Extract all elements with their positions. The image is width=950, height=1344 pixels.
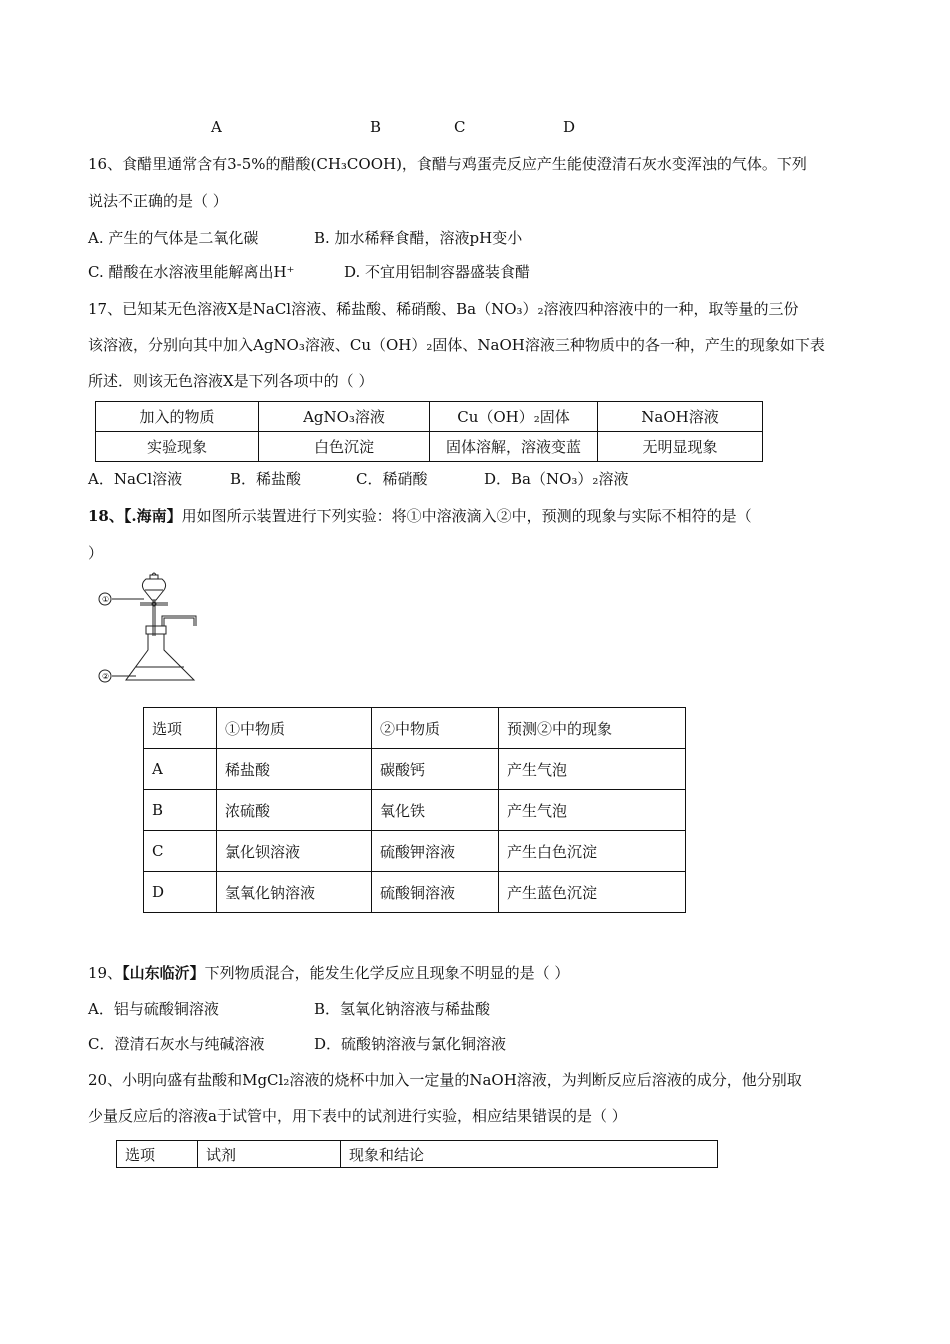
table-row xyxy=(96,402,763,432)
table-row xyxy=(144,831,686,872)
q17-option-b: B．稀盐酸 xyxy=(230,470,302,488)
q19-number: 19、 xyxy=(88,964,123,982)
top-label-b: B xyxy=(370,118,382,136)
table-row xyxy=(144,708,686,749)
q17-option-c: C．稀硝酸 xyxy=(356,470,428,488)
table-cell: 浓硫酸 xyxy=(217,790,372,831)
table-cell: 选项 xyxy=(117,1141,198,1168)
table-cell: 硫酸钾溶液 xyxy=(372,831,499,872)
q19-option-a: A．铝与硫酸铜溶液 xyxy=(88,1000,219,1018)
table-cell: Cu（OH）₂固体 xyxy=(430,402,598,432)
table-row xyxy=(144,790,686,831)
table-cell: 无明显现象 xyxy=(598,432,763,462)
table-cell: 加入的物质 xyxy=(96,402,259,432)
table-cell: 白色沉淀 xyxy=(259,432,430,462)
q18-number: 18、 xyxy=(88,507,124,525)
table-row xyxy=(117,1141,718,1168)
diagram-label-1: ① xyxy=(102,595,110,604)
table-cell: 试剂 xyxy=(198,1141,341,1168)
diagram-label-2: ② xyxy=(102,672,110,681)
q19-source: 【山东临沂】 xyxy=(122,964,205,982)
table-cell: 产生蓝色沉淀 xyxy=(499,872,686,913)
q19-text: 下列物质混合，能发生化学反应且现象不明显的是（ ） xyxy=(204,964,570,982)
q18-table xyxy=(143,707,686,913)
table-cell: A xyxy=(144,749,217,790)
q16-line2: 说法不正确的是（ ） xyxy=(88,192,228,210)
q17-option-d: D．Ba（NO₃）₂溶液 xyxy=(484,470,629,488)
table-cell: 硫酸铜溶液 xyxy=(372,872,499,913)
table-cell: 氧化铁 xyxy=(372,790,499,831)
top-label-d: D xyxy=(563,118,576,136)
table-cell: B xyxy=(144,790,217,831)
q17-option-a: A．NaCl溶液 xyxy=(88,470,183,488)
table-cell: 产生气泡 xyxy=(499,790,686,831)
q18-source: 【.海南】 xyxy=(123,507,182,525)
top-label-a: A xyxy=(211,118,222,136)
table-cell: 预测②中的现象 xyxy=(499,708,686,749)
q17-line3: 所述．则该无色溶液X是下列各项中的（ ） xyxy=(88,372,374,390)
table-cell: 选项 xyxy=(144,708,217,749)
table-cell: 产生白色沉淀 xyxy=(499,831,686,872)
table-cell: 氯化钡溶液 xyxy=(217,831,372,872)
q16-line1: 16、食醋里通常含有3-5%的醋酸(CH₃COOH)，食醋与鸡蛋壳反应产生能使澄清石灰水变浑浊的气体。下列 xyxy=(88,155,807,173)
q18-line2: ） xyxy=(88,544,104,562)
q19-option-c: C．澄清石灰水与纯碱溶液 xyxy=(88,1035,265,1053)
table-cell: NaOH溶液 xyxy=(598,402,763,432)
table-cell: AgNO₃溶液 xyxy=(259,402,430,432)
q19-option-d: D．硫酸钠溶液与氯化铜溶液 xyxy=(314,1035,507,1053)
table-cell: 稀盐酸 xyxy=(217,749,372,790)
q20-line2: 少量反应后的溶液a于试管中，用下表中的试剂进行实验，相应结果错误的是（ ） xyxy=(88,1107,627,1125)
top-label-c: C xyxy=(454,118,466,136)
q19-option-b: B．氢氧化钠溶液与稀盐酸 xyxy=(314,1000,491,1018)
q20-line1: 20、小明向盛有盐酸和MgCl₂溶液的烧杯中加入一定量的NaOH溶液，为判断反应后溶液的成分，他分别取 xyxy=(88,1071,802,1089)
table-cell: 碳酸钙 xyxy=(372,749,499,790)
q17-line1: 17、已知某无色溶液X是NaCl溶液、稀盐酸、稀硝酸、Ba（NO₃）₂溶液四种溶液中的一种，取等量的三份 xyxy=(88,300,799,318)
q16-option-d: D. 不宜用铝制容器盛装食醋 xyxy=(344,263,531,281)
q20-table xyxy=(116,1140,718,1168)
q19-line1 xyxy=(88,962,569,983)
table-cell: ①中物质 xyxy=(217,708,372,749)
table-cell: 产生气泡 xyxy=(499,749,686,790)
q16-option-b: B. 加水稀释食醋，溶液pH变小 xyxy=(314,229,523,247)
table-cell: C xyxy=(144,831,217,872)
table-row xyxy=(96,432,763,462)
table-cell: D xyxy=(144,872,217,913)
q18-line1 xyxy=(88,505,752,526)
q16-option-a: A. 产生的气体是二氧化碳 xyxy=(88,229,259,247)
table-row xyxy=(144,749,686,790)
q17-table xyxy=(95,401,763,462)
table-cell: 固体溶解，溶液变蓝 xyxy=(430,432,598,462)
table-cell: 实验现象 xyxy=(96,432,259,462)
table-cell: ②中物质 xyxy=(372,708,499,749)
q18-text: 用如图所示装置进行下列实验：将①中溶液滴入②中，预测的现象与实际不相符的是（ xyxy=(181,507,752,525)
q16-option-c: C. 醋酸在水溶液里能解离出H⁺ xyxy=(88,263,295,281)
table-cell: 现象和结论 xyxy=(341,1141,718,1168)
table-cell: 氢氧化钠溶液 xyxy=(217,872,372,913)
q17-line2: 该溶液，分别向其中加入AgNO₃溶液、Cu（OH）₂固体、NaOH溶液三种物质中的各一种，产生的现象如下表 xyxy=(88,336,825,354)
table-row xyxy=(144,872,686,913)
separatory-funnel-flask-diagram xyxy=(94,570,206,690)
